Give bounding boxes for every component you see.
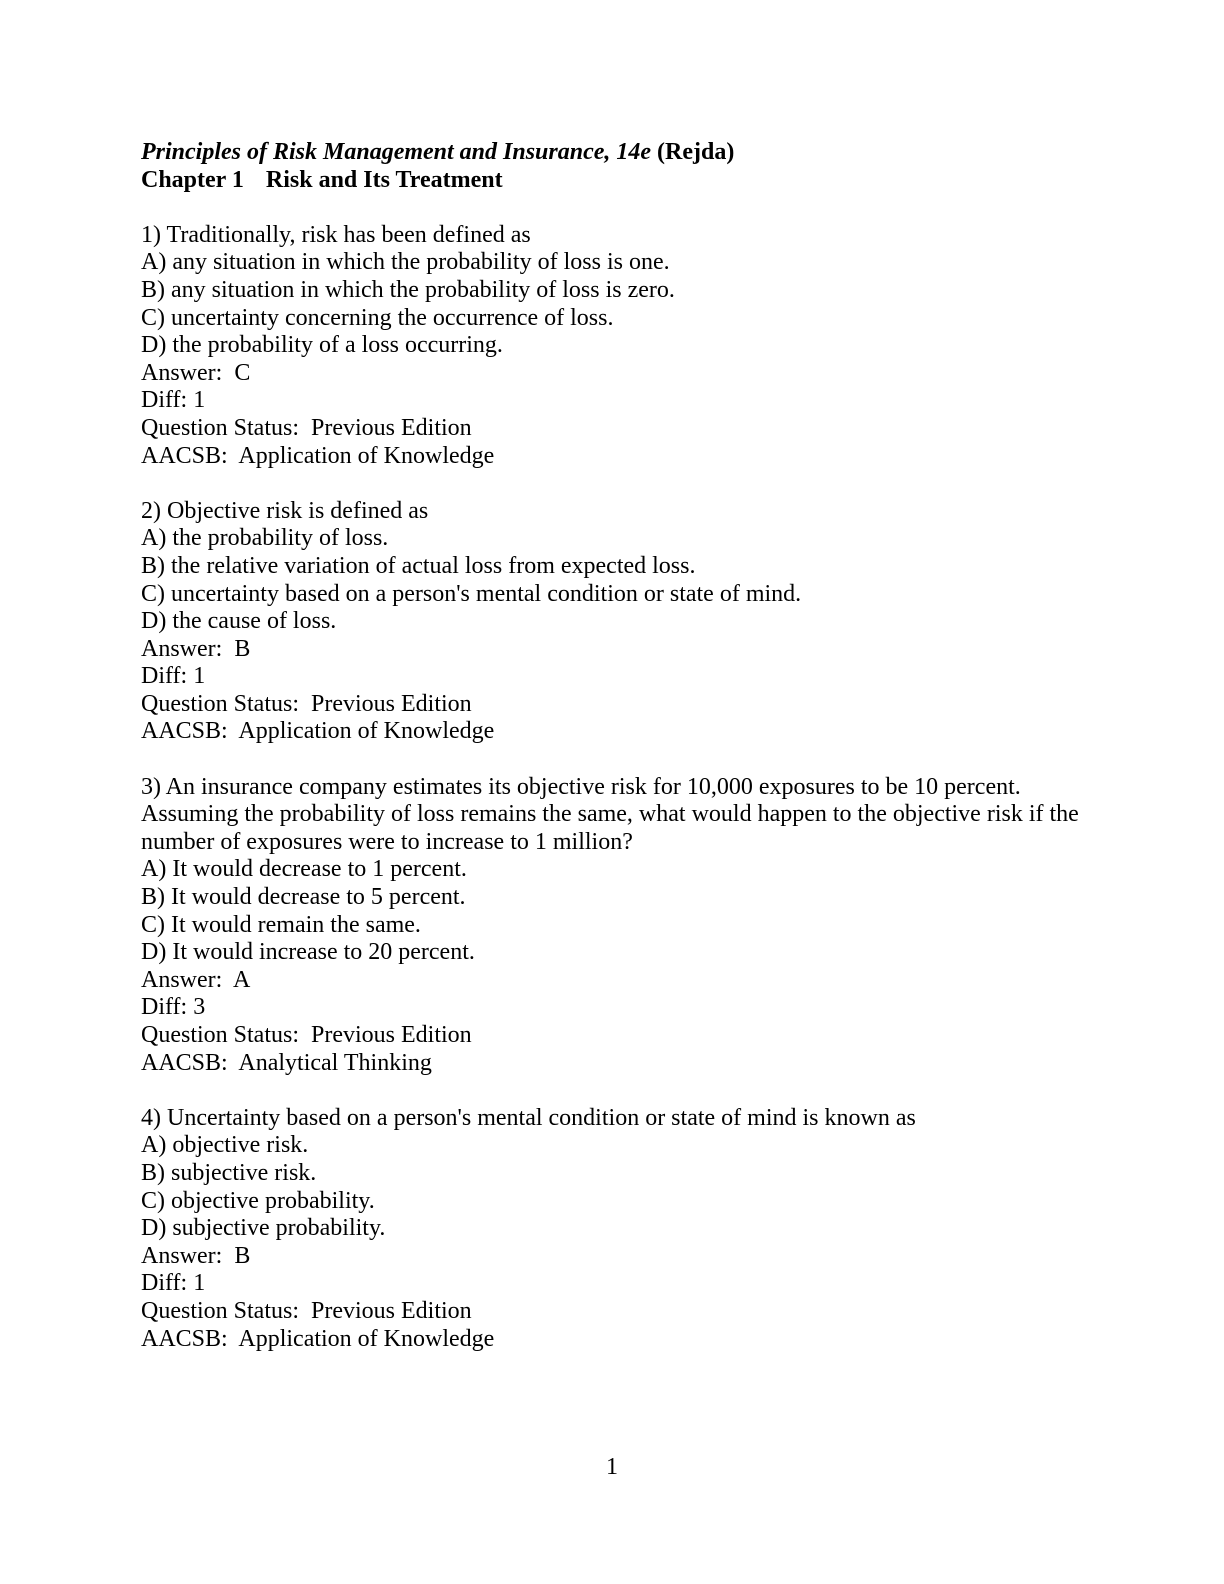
question-option: D) It would increase to 20 percent. — [141, 939, 475, 966]
diff-line: Diff: 1 — [141, 1270, 206, 1297]
aacsb-line: AACSB: Analytical Thinking — [141, 1049, 432, 1076]
question-option: A) the probability of loss. — [141, 525, 389, 552]
answer-line: Answer: B — [141, 1242, 251, 1269]
question-option: C) objective probability. — [141, 1187, 375, 1214]
question-block — [141, 1105, 1081, 1353]
answer-line: Answer: C — [141, 359, 251, 386]
chapter-heading — [141, 167, 1081, 195]
diff-line: Diff: 1 — [141, 387, 206, 414]
question-block — [141, 773, 1085, 1078]
question-stem: 2) Objective risk is defined as — [141, 497, 429, 524]
question-block — [141, 222, 1081, 470]
document-content — [141, 139, 1085, 1353]
book-title: Principles of Risk Management and Insurance, 14e — [141, 139, 652, 165]
aacsb-line: AACSB: Application of Knowledge — [141, 1325, 495, 1352]
question-option: C) It would remain the same. — [141, 911, 421, 938]
question-option: A) any situation in which the probability of loss is one. — [141, 249, 670, 276]
answer-line: Answer: B — [141, 635, 251, 662]
question-status-line: Question Status: Previous Edition — [141, 1297, 472, 1324]
page-number: 1 — [606, 1454, 618, 1480]
question-option: B) the relative variation of actual loss from expected loss. — [141, 552, 696, 579]
question-option: B) subjective risk. — [141, 1159, 317, 1186]
chapter-label: Chapter 1 — [141, 166, 244, 193]
question-option: D) the cause of loss. — [141, 608, 337, 635]
question-option: D) subjective probability. — [141, 1215, 386, 1242]
question-option: A) objective risk. — [141, 1132, 309, 1159]
document-header — [141, 139, 1081, 194]
book-title-line — [141, 139, 1081, 167]
question-option: B) It would decrease to 5 percent. — [141, 884, 466, 911]
question-status-line: Question Status: Previous Edition — [141, 414, 472, 441]
question-stem: 1) Traditionally, risk has been defined as — [141, 221, 531, 248]
aacsb-line: AACSB: Application of Knowledge — [141, 718, 495, 745]
chapter-title: Risk and Its Treatment — [265, 166, 503, 193]
question-option: B) any situation in which the probability of loss is zero. — [141, 276, 675, 303]
aacsb-line: AACSB: Application of Knowledge — [141, 442, 495, 469]
book-author: (Rejda) — [651, 139, 735, 165]
question-status-line: Question Status: Previous Edition — [141, 690, 472, 717]
questions-list — [141, 221, 1085, 1353]
question-option: A) It would decrease to 1 percent. — [141, 856, 467, 883]
question-status-line: Question Status: Previous Edition — [141, 1022, 472, 1048]
question-stem: 4) Uncertainty based on a person's mental condition or state of mind is known as — [141, 1104, 916, 1131]
question-block — [141, 498, 1081, 746]
question-option: C) uncertainty concerning the occurrence of loss. — [141, 304, 614, 331]
diff-line: Diff: 3 — [141, 994, 206, 1021]
question-stem: 3) An insurance company estimates its objective risk for 10,000 exposures to be 10 percent. Assuming the probability of loss remains the same, what would happen to the objective risk if the number of exposures were to increase to 1 million? — [141, 773, 1085, 855]
question-option: D) the probability of a loss occurring. — [141, 332, 503, 359]
diff-line: Diff: 1 — [141, 663, 206, 690]
question-option: C) uncertainty based on a person's mental condition or state of mind. — [141, 580, 802, 607]
answer-line: Answer: A — [141, 966, 251, 993]
